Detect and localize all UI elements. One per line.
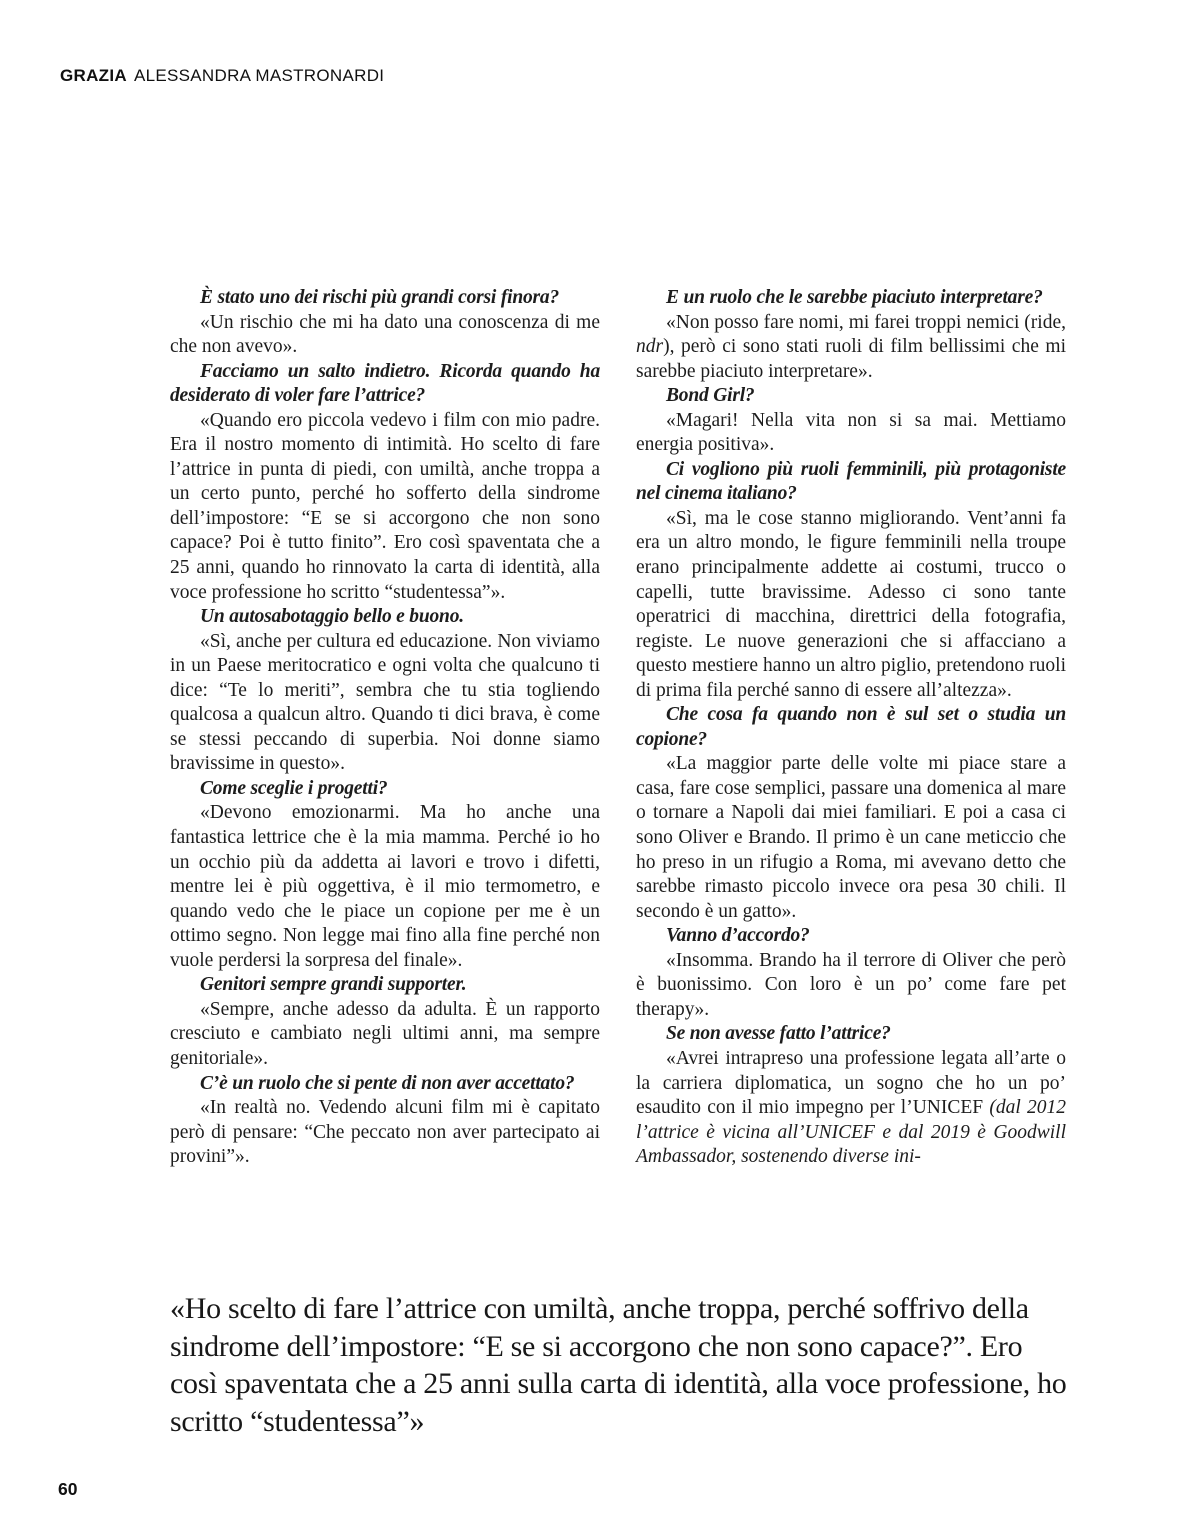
- article-columns: [170, 286, 1066, 1170]
- interview-answer: «Sì, ma le cose stanno migliorando. Vent’anni fa era un altro mondo, le figure femminili nella troupe erano principalmente addette ai costumi, trucco o capelli, tutte bravissime. Adesso ci sono tante operatrici di macchina, direttrici della fotografia, registe. Le nuove generazioni che si affacciano a questo mestiere hanno un altro piglio, pretendono ruoli di prima fila perché sanno di essere all’altezza».: [636, 507, 1066, 701]
- editorial-note: (dal 2012 l’attrice è vicina all’UNICEF e dal 2019 è Goodwill Ambassador, sostenendo diverse ini-: [636, 1097, 1066, 1168]
- article-subject-name: ALESSANDRA MASTRONARDI: [133, 66, 385, 85]
- interview-question: Ci vogliono più ruoli femminili, più protagoniste nel cinema italiano?: [636, 458, 1066, 505]
- interview-question: C’è un ruolo che si pente di non aver accettato?: [200, 1072, 575, 1094]
- page-footer: [58, 1479, 77, 1500]
- interview-question: È stato uno dei rischi più grandi corsi finora?: [200, 287, 560, 308]
- answer-text: «Non posso fare nomi, mi farei troppi nemici (ride,: [666, 311, 1066, 333]
- interview-question: Vanno d’accordo?: [666, 925, 810, 947]
- magazine-brand: GRAZIA: [60, 66, 127, 85]
- interview-answer: «Devono emozionarmi. Ma ho anche una fantastica lettrice che è la mia mamma. Perché io ho un occhio più da addetta ai lavori e trovo i difetti, mentre lei è più oggettiva, è il mio termometro, e quando vedo che le piace un copione per me è un ottimo segno. Non legge mai fino alla fine perché non vuole perdersi la sorpresa del finale».: [170, 802, 600, 971]
- answer-text: «Avrei intrapreso una professione legata all’arte o la carriera diplomatica, un sogno che ho un po’ esaudito con il mio impegno per l’UNICEF: [636, 1047, 1066, 1119]
- interview-question: Genitori sempre grandi supporter.: [200, 974, 467, 996]
- running-header: [60, 66, 384, 86]
- interview-question: Bond Girl?: [666, 385, 755, 407]
- interview-question: Come sceglie i progetti?: [200, 777, 388, 799]
- interview-answer: «Quando ero piccola vedevo i film con mio padre. Era il nostro momento di intimità. Ho scelto di fare l’attrice in punta di piedi, con umiltà, anche troppa a un certo punto, perché ho sofferto della sindrome dell’impostore: “E se si accorgono che non sono capace? Poi è tutto finito”. Ero così spaventata che a 25 anni, quando ho rinnovato la carta di identità, alla voce professione ho scritto “studentessa”».: [170, 409, 600, 603]
- interview-answer: [636, 1047, 1066, 1170]
- editorial-note: ndr: [636, 336, 664, 358]
- interview-question: Facciamo un salto indietro. Ricorda quando ha desiderato di voler fare l’attrice?: [170, 360, 600, 407]
- interview-question: Che cosa fa quando non è sul set o studia un copione?: [636, 704, 1066, 750]
- pull-quote: «Ho scelto di fare l’attrice con umiltà, anche troppa, perché soffrivo della sindrome dell’impostore: “E se si accorgono che non sono capace?”. Ero così spaventata che a 25 anni sulla carta di identità, alla voce professione, ho scritto “studentessa”»: [170, 1292, 1067, 1438]
- interview-answer: «Magari! Nella vita non si sa mai. Mettiamo energia positiva».: [636, 409, 1066, 456]
- interview-answer: «La maggior parte delle volte mi piace stare a casa, fare cose semplici, passare una domenica al mare o tornare a Napoli dai miei familiari. E poi a casa ci sono Oliver e Brando. Il primo è un cane meticcio che ho preso in un rifugio a Roma, mi avevano detto che sarebbe rimasto piccolo invece ora pesa 30 chili. Il secondo è un gatto».: [636, 753, 1066, 922]
- page-number: 60: [58, 1479, 78, 1499]
- interview-answer: «Sempre, anche adesso da adulta. È un rapporto cresciuto e cambiato negli ultimi anni, ma sempre genitoriale».: [170, 998, 600, 1069]
- interview-answer: «Un rischio che mi ha dato una conoscenza di me che non avevo».: [170, 311, 600, 358]
- answer-text: ), però ci sono stati ruoli di film bellissimi che mi sarebbe piaciuto interpretare».: [636, 336, 1066, 382]
- interview-answer: [636, 311, 1066, 385]
- interview-question: Se non avesse fatto l’attrice?: [666, 1023, 891, 1045]
- interview-answer: «In realtà no. Vedendo alcuni film mi è capitato però di pensare: “Che peccato non aver partecipato ai provini”».: [170, 1097, 600, 1168]
- interview-answer: «Sì, anche per cultura ed educazione. Non viviamo in un Paese meritocratico e ogni volta che qualcuno ti dice: “Te lo meriti”, sembra che tu stia togliendo qualcosa a qualcun altro. Quando ti dici brava, è come se stessi peccando di superbia. Noi donne siamo bravissime in questo».: [170, 630, 600, 775]
- article-column-right: [636, 286, 1066, 1170]
- interview-answer: «Insomma. Brando ha il terrore di Oliver che però è buonissimo. Con loro è un po’ come fare pet therapy».: [636, 949, 1066, 1020]
- article-column-left: [170, 286, 600, 1170]
- interview-question: E un ruolo che le sarebbe piaciuto interpretare?: [666, 287, 1043, 308]
- interview-question: Un autosabotaggio bello e buono.: [200, 606, 464, 628]
